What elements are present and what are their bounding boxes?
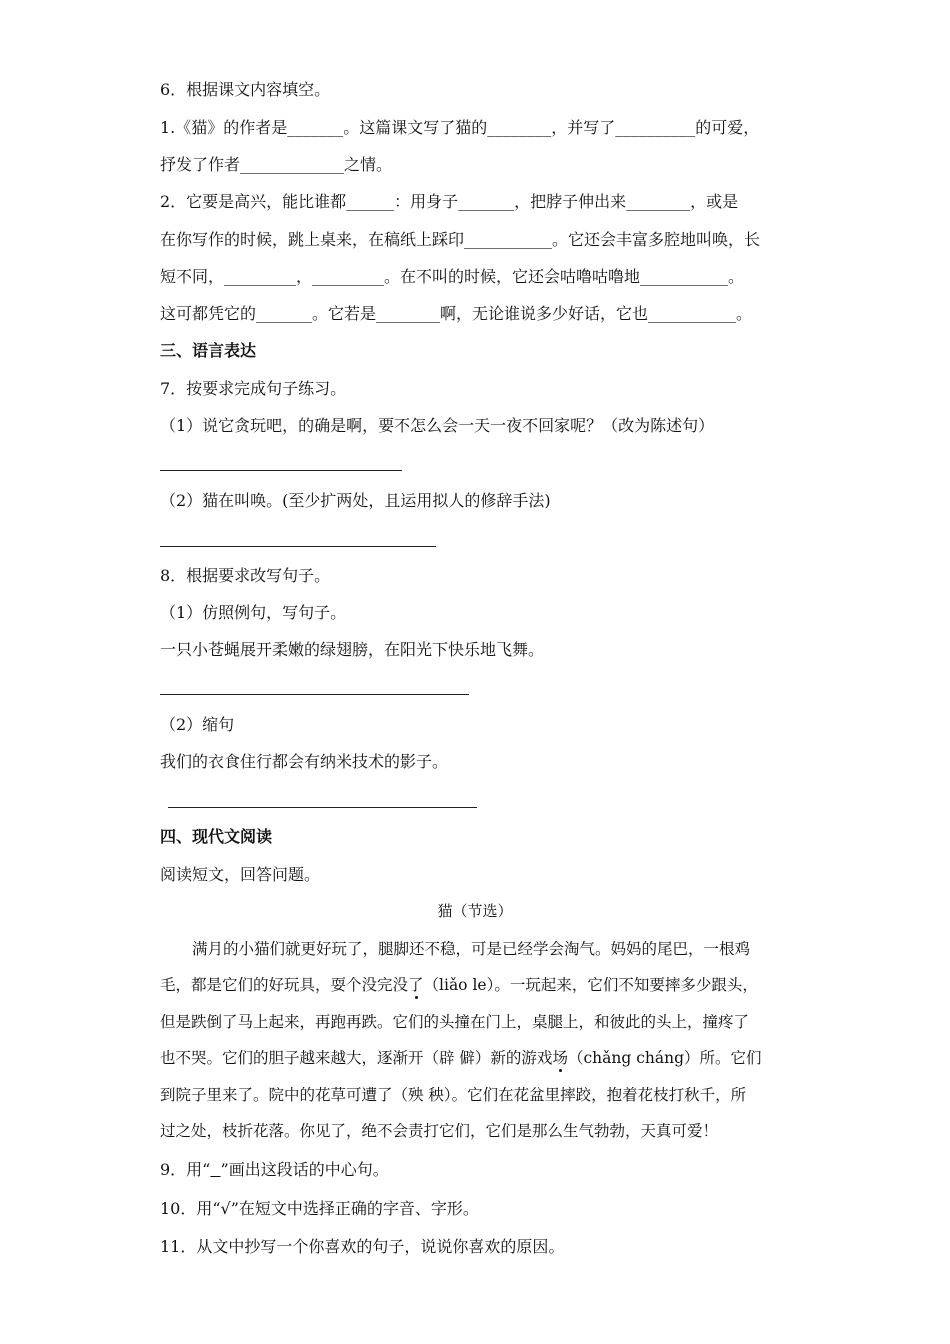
q8-part-2: （2）缩句: [160, 715, 235, 734]
q7-answer-line-1[interactable]: [160, 470, 402, 471]
q8-heading: 8．根据要求改写句子。: [160, 566, 331, 585]
q6-line-6: 这可都凭它的_______。它若是________啊，无论谁说多少好话，它也___________。: [160, 304, 753, 323]
q8-answer-line-2[interactable]: [168, 807, 477, 808]
reading-intro: 阅读短文，回答问题。: [160, 865, 321, 884]
passage-title: 猫（节选）: [437, 902, 513, 920]
q8-part-1: （1）仿照例句，写句子。: [160, 603, 347, 622]
q6-line-5: 短不同，_________，_________。在不叫的时候，它还会咕噜咕噜地___________。: [160, 267, 745, 286]
passage-line-3: 但是跌倒了马上起来，再跑再跌。它们的头撞在门上，桌腿上，和彼此的头上，撞疼了: [160, 1013, 750, 1031]
dotted-char: 了: [408, 976, 424, 994]
q7-answer-line-2[interactable]: [160, 546, 436, 547]
q11: 11．从文中抄写一个你喜欢的句子，说说你喜欢的原因。: [160, 1237, 565, 1256]
passage-line-5: 到院子里来了。院中的花草可遭了（殃 秧）。它们在花盆里摔跤，抱着花枝打秋千，所: [160, 1086, 747, 1104]
q9-text: 9．用“: [160, 1160, 211, 1179]
section-3-heading: 三、语言表达: [160, 341, 257, 360]
q6-line-1: 1.《猫》的作者是_______。这篇课文写了猫的________，并写了__________的可爱，: [160, 118, 760, 137]
q7-part-1: （1）说它贪玩吧，的确是啊，要不怎么会一天一夜不回家呢？（改为陈述句）: [160, 416, 715, 435]
q8-example-1: 一只小苍蝇展开柔嫩的绿翅膀，在阳光下快乐地飞舞。: [160, 640, 545, 659]
section-4-heading: 四、现代文阅读: [160, 827, 273, 846]
underline-mark: [210, 1160, 220, 1179]
passage-text: 毛，都是它们的好玩具，耍个没完没: [160, 976, 409, 994]
passage-line-6: 过之处，枝折花落。你见了，绝不会责打它们，它们是那么生气勃勃，天真可爱！: [160, 1122, 719, 1140]
q9-text: ”画出这段话的中心句。: [220, 1160, 389, 1179]
q7-part-2: （2）猫在叫唤。(至少扩两处，且运用拟人的修辞手法): [160, 491, 551, 510]
q8-example-2: 我们的衣食住行都会有纳米技术的影子。: [160, 752, 449, 771]
q6-line-2: 抒发了作者_____________之情。: [160, 155, 393, 174]
q9: [160, 1159, 389, 1181]
q8-answer-line-1[interactable]: [160, 694, 469, 695]
passage-line-1: 满月的小猫们就更好玩了，腿脚还不稳，可是已经学会淘气。妈妈的尾巴，一根鸡: [192, 940, 751, 958]
passage-text: （liǎo le）。一玩起来，它们不知要摔多少跟头，: [423, 976, 758, 994]
q6-line-3: 2．它要是高兴，能比谁都______：用身子_______，把脖子伸出来________，或是: [160, 192, 739, 211]
passage-line-4: [160, 1047, 762, 1069]
q6-heading: 6．根据课文内容填空。: [160, 80, 331, 99]
q7-heading: 7．按要求完成句子练习。: [160, 379, 347, 398]
q6-line-4: 在你写作的时候，跳上桌来，在稿纸上踩印___________。它还会丰富多腔地叫唤，长: [160, 230, 761, 249]
passage-line-2: [160, 974, 758, 996]
passage-text: （chǎng cháng）所。它们: [567, 1049, 762, 1067]
dotted-char: 场: [552, 1049, 568, 1067]
passage-text: 也不哭。它们的胆子越来越大，逐渐开（辟 僻）新的游戏: [160, 1049, 553, 1067]
q10: 10．用“√”在短文中选择正确的字音、字形。: [160, 1199, 479, 1218]
